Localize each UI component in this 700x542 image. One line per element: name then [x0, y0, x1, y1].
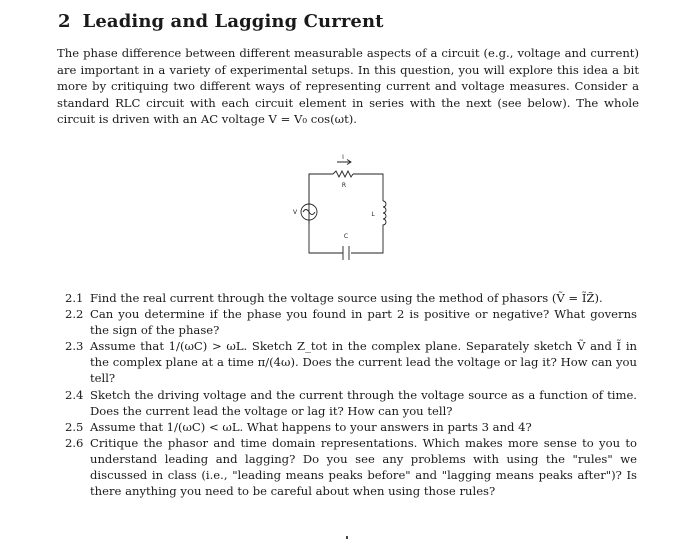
rlc-circuit-diagram: [285, 150, 405, 265]
question-text: Critique the phasor and time domain representations. Which makes more sense to you to understand leading and lagging? Do you see any problems with using the "rules" we discussed in class (i.e., "leading means peaks before" and "lagging means peaks after")? Is there anything you need to be careful about when using those rules?: [90, 435, 637, 499]
section-title: Leading and Lagging Current: [82, 11, 384, 32]
question-list: [65, 290, 637, 499]
stray-mark: [346, 536, 348, 539]
label-i: I: [342, 154, 344, 161]
question-number: 2.2: [65, 307, 84, 322]
question-text: Assume that 1/(ωC) > ωL. Sketch Z_tot in the complex plane. Separately sketch Ṽ and Ĩ in the complex plane at a time π/(4ω). Does the current lead the voltage or lag it? How can you tell?: [90, 339, 637, 386]
wire-top-right: [353, 174, 383, 201]
label-r: R: [341, 182, 347, 189]
capacitor: [343, 246, 349, 260]
question-number: 2.6: [65, 435, 84, 450]
question-number: 2.5: [65, 419, 84, 434]
question-text: Can you determine if the phase you found in part 2 is positive or negative? What governs the sign of the phase?: [90, 307, 637, 338]
wire-bottom-right: [351, 228, 383, 253]
current-arrow: [337, 160, 351, 165]
section-heading: [58, 11, 384, 32]
label-l: L: [371, 211, 375, 218]
section-number: 2: [58, 11, 71, 32]
question-item: [65, 419, 637, 435]
wire-left: [309, 174, 333, 224]
question-item: [65, 306, 637, 338]
question-number: 2.1: [65, 291, 84, 305]
question-item: [65, 387, 637, 419]
question-item: [65, 435, 637, 499]
intro-paragraph: The phase difference between different measurable aspects of a circuit (e.g., voltage and current) are important in a variety of experimental setups. In this question, you will explore this idea a bit more by critiquing two different ways of representing current and voltage measures. Consider a standard RLC circuit with each circuit element in series with the next (see below). The whole circuit is driven with an AC voltage V = V₀ cos(ωt).: [57, 46, 639, 127]
resistor: [333, 171, 353, 177]
wire-bottom-left: [309, 232, 343, 253]
question-text: Find the real current through the voltage source using the method of phasors (Ṽ = ĨZ̃).: [90, 291, 603, 305]
label-c: C: [343, 233, 349, 240]
label-v: V: [292, 209, 298, 216]
question-number: 2.4: [65, 387, 84, 402]
question-item: [65, 338, 637, 386]
inductor: [383, 201, 386, 228]
question-text: Assume that 1/(ωC) < ωL. What happens to your answers in parts 3 and 4?: [90, 419, 532, 434]
question-item: [65, 290, 637, 306]
question-text: Sketch the driving voltage and the current through the voltage source as a function of time. Does the current lead the voltage or lag it? How can you tell?: [90, 387, 637, 418]
question-number: 2.3: [65, 339, 84, 354]
